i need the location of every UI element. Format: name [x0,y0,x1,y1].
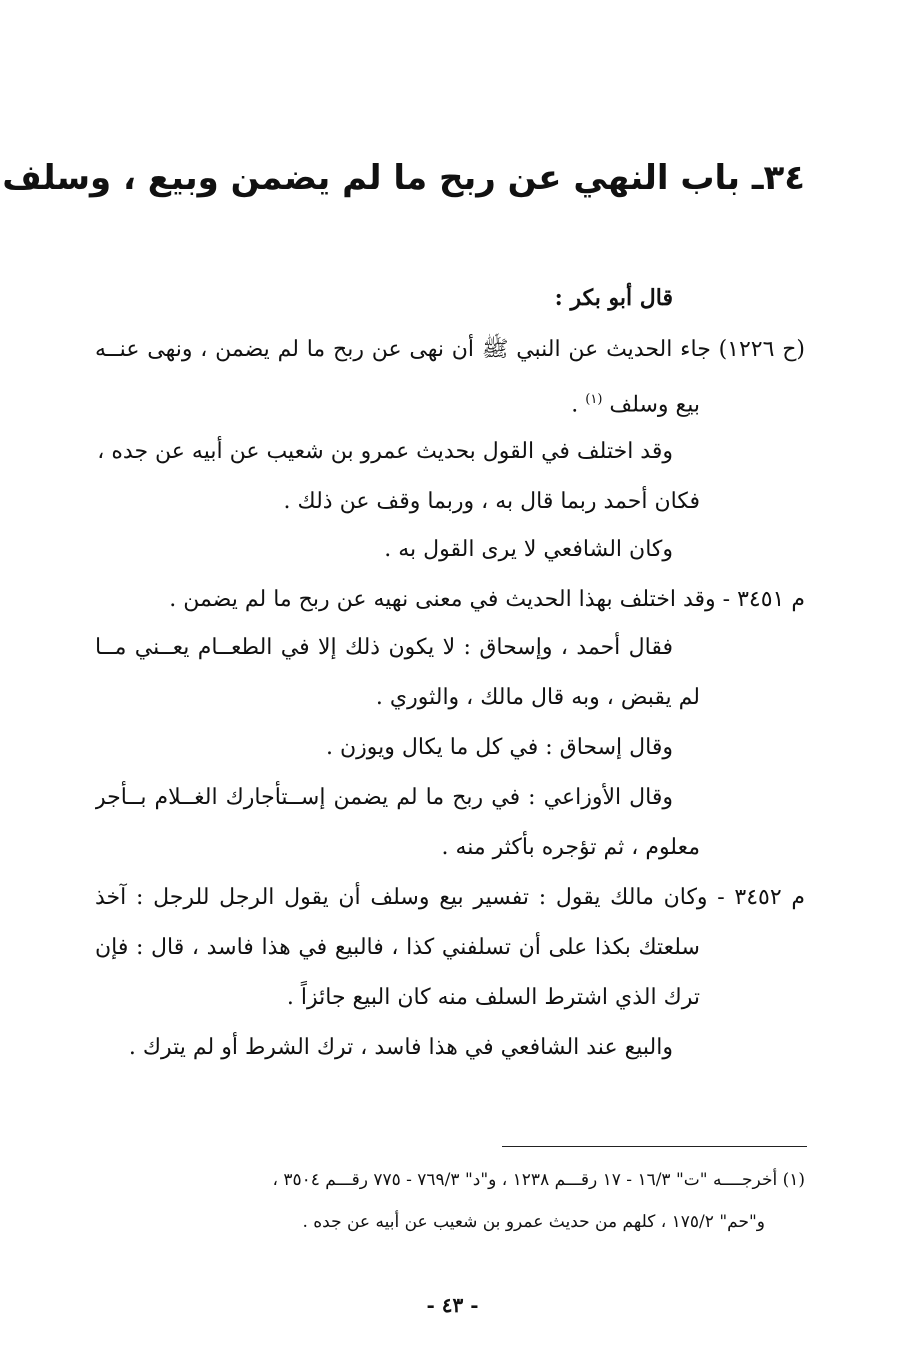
text-line-14: سلعتك بكذا على أن تسلفني كذا ، فالبيع في هذا فاسد ، قال : فإن [95,935,700,960]
text-line-4: وقد اختلف في القول بحديث عمرو بن شعيب عن أبيه عن جده ، [97,439,673,464]
footnote-marker: (١) [585,392,603,407]
text-line-10: وقال إسحاق : في كل ما يكال ويوزن . [325,735,673,760]
text-line-5: فكان أحمد ربما قال به ، وربما وقف عن ذلك . [283,489,700,514]
text-line-9: لم يقبض ، وبه قال مالك ، والثوري . [375,685,700,710]
text-line-1: قال أبو بكر : [554,285,673,311]
text-line-13: م ٣٤٥٢ - وكان مالك يقول : تفسير بيع وسلف أن يقول الرجل للرجل : آخذ [95,885,805,910]
text-line-6: وكان الشافعي لا يرى القول به . [384,537,673,562]
text-line-12: معلوم ، ثم تؤجره بأكثر منه . [441,835,700,860]
page-number: - ٤٣ - [426,1293,479,1317]
text-line-3 [95,380,700,420]
text-line-11: وقال الأوزاعي : في ربح ما لم يضمن إســتأجارك الغــلام بــأجر [95,785,673,810]
text-line-16: والبيع عند الشافعي في هذا فاسد ، ترك الشرط أو لم يترك . [128,1035,673,1060]
text-line-15: ترك الذي اشترط السلف منه كان البيع جائزاً . [286,985,700,1010]
chapter-heading: ٣٤ـ باب النهي عن ربح ما لم يضمن وبيع ، وسلف [2,158,805,198]
text-line-7: م ٣٤٥١ - وقد اختلف بهذا الحديث في معنى نهيه عن ربح ما لم يضمن . [169,587,805,612]
footnote-line-1: (١) أخرجــــه "ت" ١٦/٣ - ١٧ رقـــم ١٢٣٨ ، و"د" ٧٦٩/٣ - ٧٧٥ رقـــم ٣٥٠٤ ، [272,1170,805,1190]
text-line-3-end: . [571,392,579,418]
text-line-3-text: بيع وسلف [609,392,700,418]
footnote-line-2: و"حم" ١٧٥/٢ ، كلهم من حديث عمرو بن شعيب عن أبيه عن جده . [302,1212,765,1232]
text-line-2: (ح ١٢٢٦) جاء الحديث عن النبي ﷺ أن نهى عن ربح ما لم يضمن ، ونهى عنــه [95,337,805,362]
footnote-separator [502,1146,807,1147]
text-line-8: فقال أحمد ، وإسحاق : لا يكون ذلك إلا في الطعــام يعــني مــا [95,635,673,660]
